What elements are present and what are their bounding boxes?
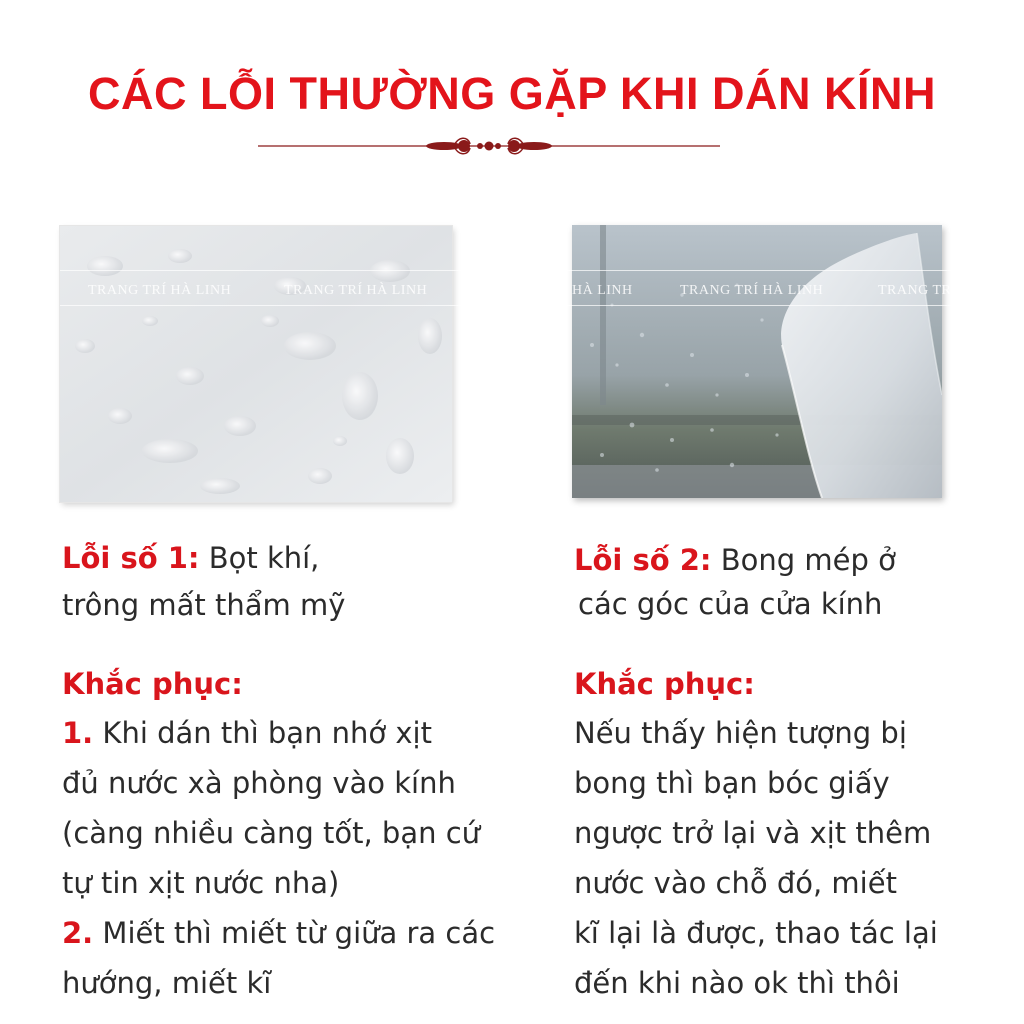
fix-1-line: (càng nhiều càng tốt, bạn cứ [62, 816, 481, 850]
watermark-text: TRANG TRÍ [878, 283, 957, 298]
error-2-line [574, 535, 896, 585]
fix-1-line: tự tin xịt nước nha) [62, 866, 340, 900]
peeling-edge-photo [572, 225, 942, 498]
watermark-text: TRANG TRÍ HÀ LINH [680, 283, 824, 298]
fix-2-line: Nếu thấy hiện tượng bị [574, 716, 907, 750]
fix-2-heading: Khắc phục: [574, 667, 755, 701]
fix-2-line: kĩ lại là được, thao tác lại [574, 916, 938, 950]
error-2-label: Lỗi số 2: [574, 543, 712, 577]
fix-1-heading: Khắc phục: [62, 667, 243, 701]
step-number: 2. [62, 916, 94, 950]
error-2-text: Bong mép ở [720, 543, 896, 577]
step-text: Miết thì miết từ giữa ra các [102, 916, 496, 950]
step-number: 1. [62, 716, 94, 750]
fix-2-line: nước vào chỗ đó, miết [574, 866, 897, 900]
fix-2-line: ngược trở lại và xịt thêm [574, 816, 932, 850]
page-title: CÁC LỖI THƯỜNG GẶP KHI DÁN KÍNH [88, 68, 936, 119]
watermark-text: HÀ LINH [572, 283, 633, 298]
fix-2-line: bong thì bạn bóc giấy [574, 766, 890, 800]
fix-1-step-2 [62, 908, 495, 958]
fix-1-line: hướng, miết kĩ [62, 966, 272, 1000]
error-1-label: Lỗi số 1: [62, 541, 200, 575]
step-text: Khi dán thì bạn nhớ xịt [102, 716, 432, 750]
fix-1-step-1 [62, 708, 432, 758]
error-1-text: Bọt khí, [208, 541, 320, 575]
error-1-text-cont: trông mất thẩm mỹ [62, 588, 346, 622]
title-divider-ornament [258, 132, 720, 160]
watermark-text: TRANG TRÍ HÀ LINH [284, 283, 428, 298]
air-bubbles-photo [60, 226, 452, 502]
fix-2-line: đến khi nào ok thì thôi [574, 966, 900, 1000]
error-2-text-cont: các góc của cửa kính [578, 587, 883, 621]
watermark-text: TRANG TRÍ HÀ LINH [88, 283, 232, 298]
error-1-line [62, 533, 319, 583]
fix-1-line: đủ nước xà phòng vào kính [62, 766, 456, 800]
